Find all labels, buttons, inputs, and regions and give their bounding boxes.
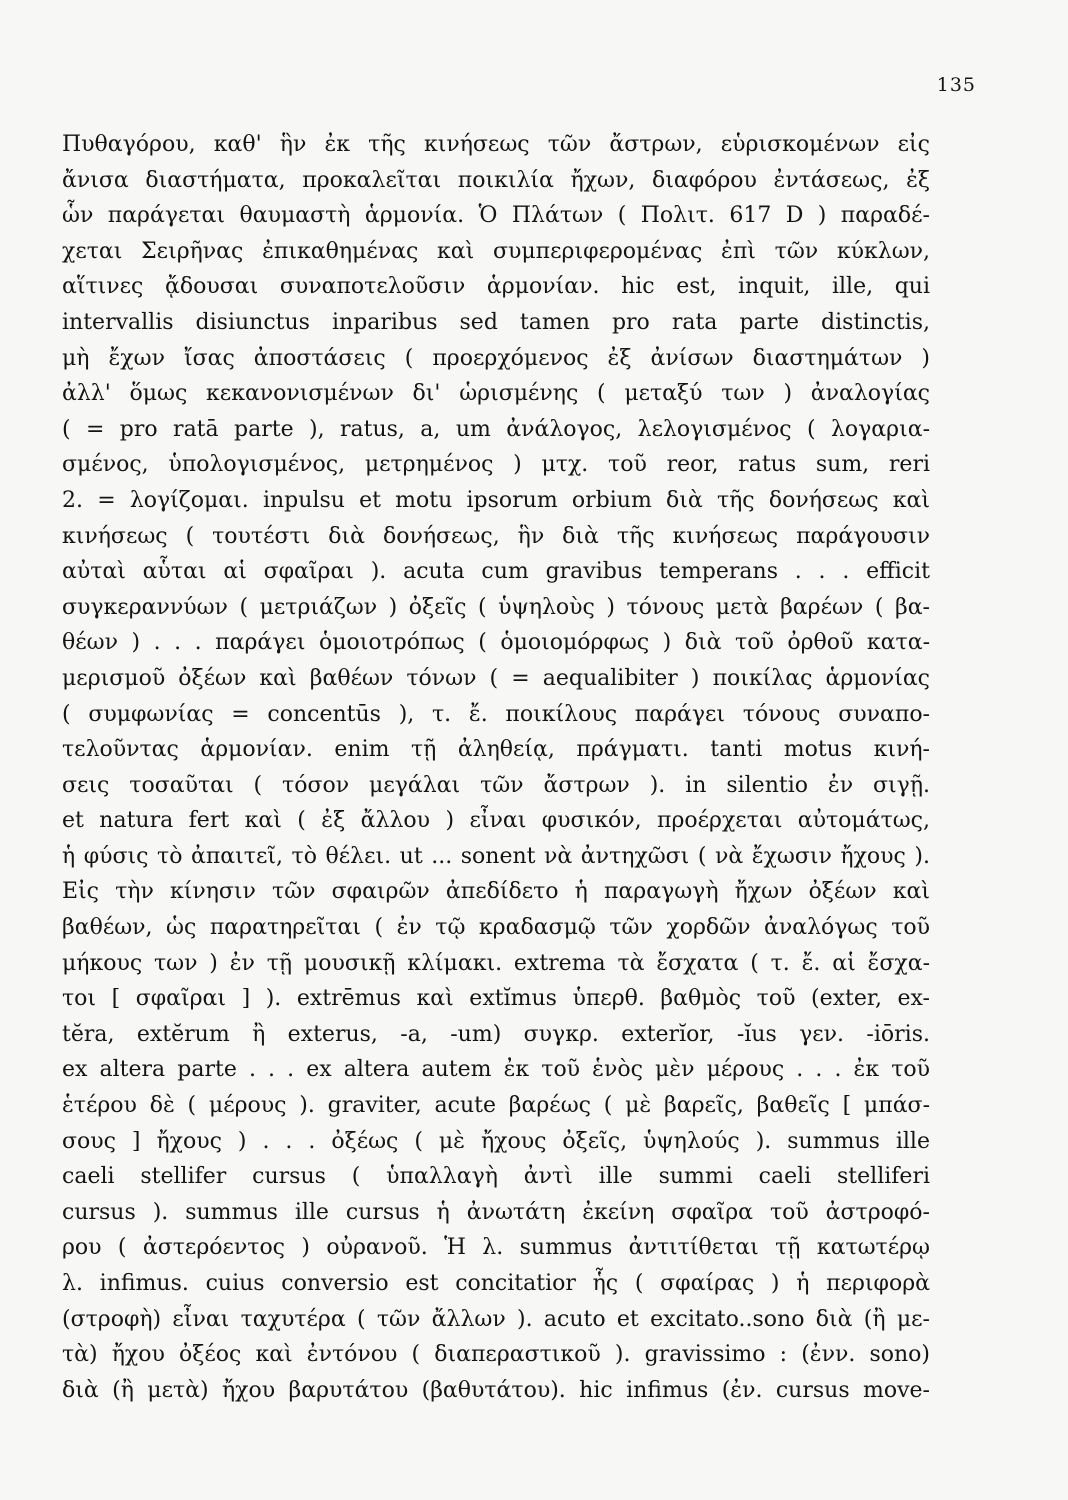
text-line: τοι [ σφαῖραι ] ). extrēmus καὶ extĭmus ὑπερθ. βαθμὸς τοῦ (exter, ex- bbox=[62, 986, 930, 1012]
text-line: (στροφὴ) εἶναι ταχυτέρα ( τῶν ἄλλων ). acuto et excitato..sono διὰ (ἢ με- bbox=[62, 1306, 930, 1332]
text-line: συγκεραννύων ( μετριάζων ) ὀξεῖς ( ὑψηλοὺς ) τόνους μετὰ βαρέων ( βα- bbox=[62, 594, 930, 620]
text-line: σμένος, ὑπολογισμένος, μετρημένος ) μτχ. τοῦ reor, ratus sum, reri bbox=[62, 452, 930, 478]
text-line: θέων ) . . . παράγει ὁμοιοτρόπως ( ὁμοιομόρφως ) διὰ τοῦ ὀρθοῦ κατα- bbox=[62, 630, 930, 656]
text-line: μήκους των ) ἐν τῇ μουσικῇ κλίμακι. extrema τὰ ἔσχατα ( τ. ἔ. αἱ ἔσχα- bbox=[62, 950, 930, 976]
text-line: σεις τοσαῦται ( τόσον μεγάλαι τῶν ἄστρων ). in silentio ἐν σιγῇ. bbox=[62, 772, 930, 798]
text-line: intervallis disiunctus inparibus sed tamen pro rata parte distinctis, bbox=[62, 309, 930, 335]
text-line: cursus ). summus ille cursus ἡ ἀνωτάτη ἐκείνη σφαῖρα τοῦ ἀστροφό- bbox=[62, 1199, 930, 1225]
text-line: αὐταὶ αὗται αἱ σφαῖραι ). acuta cum gravibus temperans . . . efficit bbox=[62, 559, 930, 585]
text-line: 2. = λογίζομαι. inpulsu et motu ipsorum orbium διὰ τῆς δονήσεως καὶ bbox=[62, 487, 930, 513]
text-line: ὧν παράγεται θαυμαστὴ ἁρμονία. Ὁ Πλάτων ( Πολιτ. 617 D ) παραδέ- bbox=[62, 203, 930, 229]
text-line: ἑτέρου δὲ ( μέρους ). graviter, acute βαρέως ( μὲ βαρεῖς, βαθεῖς [ μπάσ- bbox=[62, 1093, 930, 1119]
text-line: ἀλλ' ὅμως κεκανονισμένων δι' ὡρισμένης ( μεταξύ των ) ἀναλογίας bbox=[62, 381, 930, 407]
text-line: ( συμφωνίας = concentūs ), τ. ἔ. ποικίλους παράγει τόνους συναπο- bbox=[62, 701, 930, 727]
text-line: μερισμοῦ ὀξέων καὶ βαθέων τόνων ( = aequalibiter ) ποικίλας ἁρμονίας bbox=[62, 665, 930, 691]
text-line: ρου ( ἀστερόεντος ) οὐρανοῦ. Ἡ λ. summus ἀντιτίθεται τῇ κατωτέρῳ bbox=[62, 1235, 930, 1261]
page-number: 135 bbox=[936, 74, 976, 96]
text-line: caeli stellifer cursus ( ὑπαλλαγὴ ἀντὶ ille summi caeli stelliferi bbox=[62, 1164, 930, 1190]
text-line: τὰ) ἤχου ὀξέος καὶ ἐντόνου ( διαπεραστικοῦ ). gravissimo : (ἐνν. sono) bbox=[62, 1342, 930, 1368]
text-line: λ. infimus. cuius conversio est concitatior ἧς ( σφαίρας ) ἡ περιφορὰ bbox=[62, 1271, 930, 1296]
text-line: ἡ φύσις τὸ ἀπαιτεῖ, τὸ θέλει. ut ... sonent νὰ ἀντηχῶσι ( νὰ ἔχωσιν ἤχους ). bbox=[62, 843, 930, 869]
text-line: κινήσεως ( τουτέστι διὰ δονήσεως, ἣν διὰ τῆς κινήσεως παράγουσιν bbox=[62, 523, 930, 549]
text-line: μὴ ἔχων ἴσας ἀποστάσεις ( προερχόμενος ἐξ ἀνίσων διαστημάτων ) bbox=[62, 345, 930, 371]
text-line: αἵτινες ᾄδουσαι συναποτελοῦσιν ἁρμονίαν. hic est, inquit, ille, qui bbox=[62, 274, 930, 300]
text-line: ex altera parte . . . ex altera autem ἐκ τοῦ ἑνὸς μὲν μέρους . . . ἐκ τοῦ bbox=[62, 1057, 930, 1083]
text-line: Πυθαγόρου, καθ' ἣν ἐκ τῆς κινήσεως τῶν ἄστρων, εὑρισκομένων εἰς bbox=[62, 132, 930, 157]
text-line: χεται Σειρῆνας ἐπικαθημένας καὶ συμπεριφερομένας ἐπὶ τῶν κύκλων, bbox=[62, 238, 930, 264]
body-text bbox=[62, 127, 930, 1408]
text-line: τελοῦντας ἁρμονίαν. enim τῇ ἀληθείᾳ, πράγματι. tanti motus κινή- bbox=[62, 737, 930, 763]
text-line: ἄνισα διαστήματα, προκαλεῖται ποικιλία ἤχων, διαφόρου ἐντάσεως, ἐξ bbox=[62, 167, 930, 193]
text-line: βαθέων, ὡς παρατηρεῖται ( ἐν τῷ κραδασμῷ τῶν χορδῶν ἀναλόγως τοῦ bbox=[62, 915, 930, 941]
text-line: ( = pro ratā parte ), ratus, a, um ἀνάλογος, λελογισμένος ( λογαρια- bbox=[62, 416, 930, 442]
text-line: διὰ (ἢ μετὰ) ἤχου βαρυτάτου (βαθυτάτου). hic infimus (ἐν. cursus move- bbox=[62, 1377, 930, 1403]
text-line: tĕra, extĕrum ἢ exterus, -a, -um) συγκρ. exterĭor, -ĭus γεν. -iōris. bbox=[62, 1021, 930, 1047]
text-line: Εἰς τὴν κίνησιν τῶν σφαιρῶν ἀπεδίδετο ἡ παραγωγὴ ἤχων ὀξέων καὶ bbox=[62, 879, 930, 905]
text-line: σους ] ἤχους ) . . . ὀξέως ( μὲ ἤχους ὀξεῖς, ὑψηλούς ). summus ille bbox=[62, 1128, 930, 1154]
text-line: et natura fert καὶ ( ἐξ ἄλλου ) εἶναι φυσικόν, προέρχεται αὐτομάτως, bbox=[62, 808, 930, 834]
